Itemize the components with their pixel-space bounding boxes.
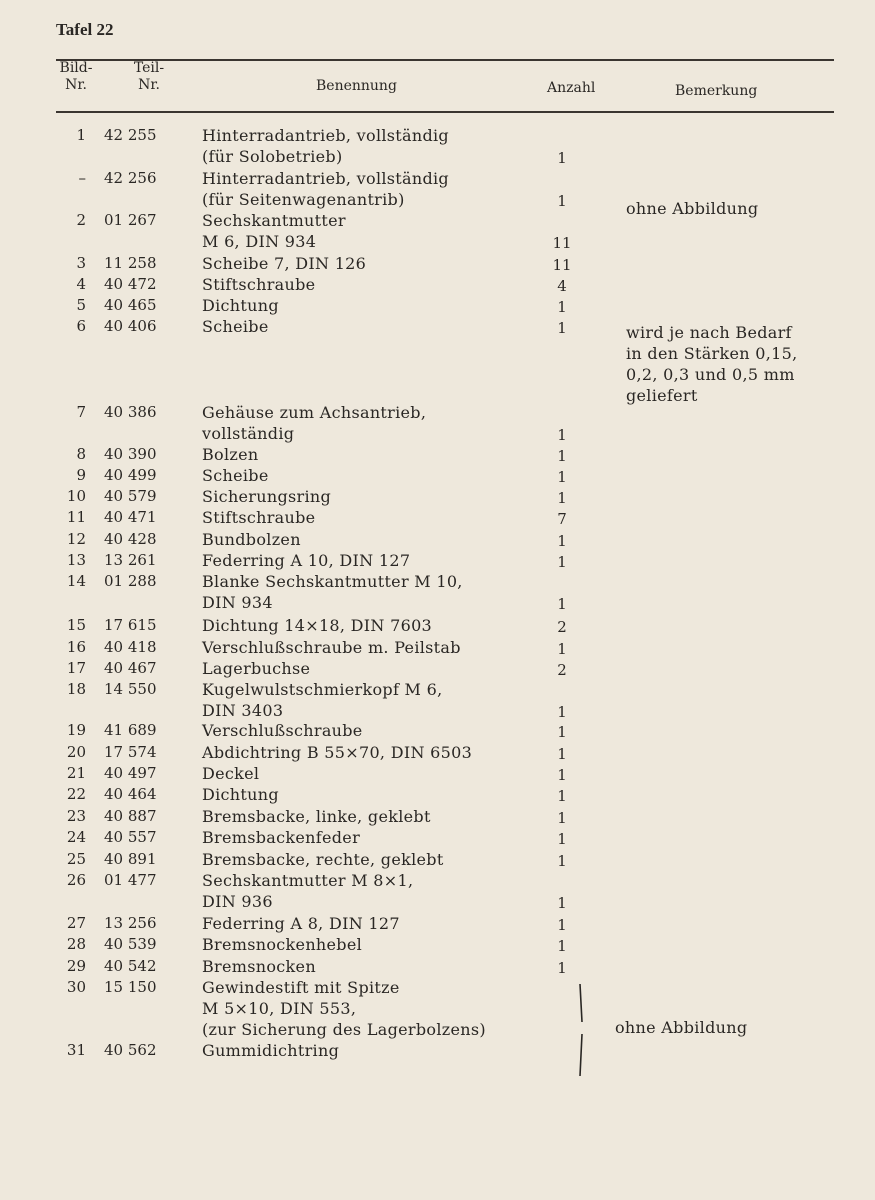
teil-nr-cell: 40 472 [104, 275, 157, 293]
bild-nr-cell: 7 [76, 403, 86, 421]
teil-nr-cell: 40 464 [104, 785, 157, 803]
anzahl-cell: 11 [552, 256, 572, 274]
bild-nr-cell: 9 [76, 466, 86, 484]
benennung-cell [202, 550, 532, 571]
benennung-line: Bundbolzen [202, 530, 301, 549]
teil-nr-cell: 40 418 [104, 638, 157, 656]
bild-nr-cell: 11 [66, 508, 86, 526]
benennung-cell [202, 316, 532, 337]
benennung-line: Scheibe [202, 466, 269, 485]
teil-nr-cell: 40 406 [104, 317, 157, 335]
header-benennung: Benennung [316, 78, 397, 94]
teil-nr-cell: 13 256 [104, 914, 157, 932]
benennung-cell [202, 274, 532, 295]
benennung-line: Bremsnockenhebel [202, 935, 363, 954]
bild-nr-cell: 3 [76, 254, 86, 272]
anzahl-cell: 1 [557, 959, 567, 977]
bild-nr-cell: 4 [76, 275, 86, 293]
bild-nr-cell: 24 [66, 828, 86, 846]
benennung-line: Bremsbackenfeder [202, 828, 361, 847]
teil-nr-cell: 40 539 [104, 935, 157, 953]
teil-nr-cell: 40 579 [104, 487, 157, 505]
benennung-line: Bolzen [202, 445, 259, 464]
anzahl-cell: 1 [557, 894, 567, 912]
benennung-cell [202, 253, 532, 274]
benennung-cell [202, 827, 532, 848]
bemerkung-line: geliefert [626, 386, 698, 405]
anzahl-cell: 1 [557, 426, 567, 444]
bild-nr-cell: 2 [76, 211, 86, 229]
anzahl-cell: 1 [557, 745, 567, 763]
benennung-line: Hinterradantrieb, vollständig [202, 169, 449, 188]
anzahl-cell: 1 [557, 787, 567, 805]
benennung-line: Dichtung [202, 296, 279, 315]
benennung-line: (für Seitenwagenantrib) [202, 190, 405, 209]
bild-nr-cell: 22 [66, 785, 86, 803]
anzahl-cell: 4 [557, 277, 567, 295]
benennung-cell [202, 571, 532, 613]
teil-nr-cell: 40 471 [104, 508, 157, 526]
bild-nr-cell: 27 [66, 914, 86, 932]
bild-nr-cell: 20 [66, 743, 86, 761]
header-teil-line2: Nr. [138, 77, 160, 93]
benennung-cell [202, 615, 532, 636]
header-bild-nr [54, 60, 98, 94]
benennung-line: Sechskantmutter [202, 211, 346, 230]
teil-nr-cell: 11 258 [104, 254, 157, 272]
benennung-line: Sicherungsring [202, 487, 332, 506]
benennung-line: Lagerbuchse [202, 659, 311, 678]
anzahl-cell: 1 [557, 640, 567, 658]
bild-nr-cell: 19 [66, 721, 86, 739]
anzahl-cell: 2 [557, 661, 567, 679]
benennung-line: Dichtung 14×18, DIN 7603 [202, 616, 433, 635]
teil-nr-cell: 42 256 [104, 169, 157, 187]
teil-nr-cell: 13 261 [104, 551, 157, 569]
bemerkung-cell [626, 198, 836, 219]
bild-nr-cell: 21 [66, 764, 86, 782]
teil-nr-cell: 40 465 [104, 296, 157, 314]
bild-nr-cell: 23 [66, 807, 86, 825]
bild-nr-cell: – [78, 169, 86, 187]
bild-nr-cell: 25 [66, 850, 86, 868]
teil-nr-cell: 41 689 [104, 721, 157, 739]
bild-nr-cell: 13 [66, 551, 86, 569]
benennung-line: Sechskantmutter M 8×1, [202, 871, 414, 890]
benennung-cell [202, 210, 532, 252]
anzahl-cell: 1 [557, 916, 567, 934]
benennung-line: Bremsbacke, rechte, geklebt [202, 850, 444, 869]
benennung-line: DIN 934 [202, 593, 273, 612]
bemerkung-line: wird je nach Bedarf [626, 323, 792, 342]
teil-nr-cell: 17 574 [104, 743, 157, 761]
anzahl-cell: 1 [557, 532, 567, 550]
bild-nr-cell: 16 [66, 638, 86, 656]
benennung-line: Blanke Sechskantmutter M 10, [202, 572, 463, 591]
teil-nr-cell: 01 477 [104, 871, 157, 889]
header-teil-nr [122, 60, 176, 94]
teil-nr-cell: 40 467 [104, 659, 157, 677]
benennung-line: M 6, DIN 934 [202, 232, 317, 251]
anzahl-cell: 1 [557, 809, 567, 827]
bemerkung-line: ohne Abbildung [626, 199, 759, 218]
benennung-line: Gummidichtring [202, 1041, 340, 1060]
bild-nr-cell: 12 [66, 530, 86, 548]
bild-nr-cell: 26 [66, 871, 86, 889]
anzahl-cell: 1 [557, 192, 567, 210]
benennung-cell [202, 934, 532, 955]
benennung-cell [202, 849, 532, 870]
anzahl-cell: 1 [557, 703, 567, 721]
anzahl-cell: 1 [557, 595, 567, 613]
anzahl-cell: 1 [557, 489, 567, 507]
benennung-cell [202, 913, 532, 934]
benennung-cell [202, 444, 532, 465]
bild-nr-cell: 6 [76, 317, 86, 335]
teil-nr-cell: 40 557 [104, 828, 157, 846]
benennung-cell [202, 806, 532, 827]
group-brace [574, 982, 588, 1078]
bemerkung-cell [626, 322, 836, 406]
teil-nr-cell: 40 428 [104, 530, 157, 548]
benennung-line: Scheibe [202, 317, 269, 336]
benennung-line: Gehäuse zum Achsantrieb, [202, 403, 427, 422]
benennung-cell [202, 402, 532, 444]
teil-nr-cell: 40 562 [104, 1041, 157, 1059]
benennung-cell [202, 720, 532, 741]
benennung-line: Federring A 10, DIN 127 [202, 551, 411, 570]
benennung-cell [202, 168, 532, 210]
benennung-line: Scheibe 7, DIN 126 [202, 254, 367, 273]
bild-nr-cell: 14 [66, 572, 86, 590]
benennung-line: Federring A 8, DIN 127 [202, 914, 400, 933]
benennung-cell [202, 486, 532, 507]
anzahl-cell: 1 [557, 830, 567, 848]
bild-nr-cell: 5 [76, 296, 86, 314]
bild-nr-cell: 8 [76, 445, 86, 463]
benennung-line: (zur Sicherung des Lagerbolzens) [202, 1020, 486, 1039]
bild-nr-cell: 30 [66, 978, 86, 996]
benennung-line: Stiftschraube [202, 508, 316, 527]
anzahl-cell: 2 [557, 618, 567, 636]
benennung-line: Bremsnocken [202, 957, 316, 976]
benennung-line: Deckel [202, 764, 260, 783]
benennung-line: DIN 936 [202, 892, 273, 911]
anzahl-cell: 1 [557, 937, 567, 955]
anzahl-cell: 1 [557, 723, 567, 741]
teil-nr-cell: 15 150 [104, 978, 157, 996]
bild-nr-cell: 29 [66, 957, 86, 975]
benennung-line: Abdichtring B 55×70, DIN 6503 [202, 743, 473, 762]
benennung-line: Bremsbacke, linke, geklebt [202, 807, 431, 826]
benennung-cell [202, 465, 532, 486]
bild-nr-cell: 1 [76, 126, 86, 144]
teil-nr-cell: 40 390 [104, 445, 157, 463]
anzahl-cell: 1 [557, 319, 567, 337]
teil-nr-cell: 14 550 [104, 680, 157, 698]
bild-nr-cell: 31 [66, 1041, 86, 1059]
bild-nr-cell: 17 [66, 659, 86, 677]
benennung-line: vollständig [202, 424, 295, 443]
bild-nr-cell: 10 [66, 487, 86, 505]
teil-nr-cell: 40 499 [104, 466, 157, 484]
benennung-cell [202, 529, 532, 550]
benennung-line: Verschlußschraube [202, 721, 363, 740]
header-anzahl: Anzahl [547, 80, 596, 96]
bemerkung-line: in den Stärken 0,15, [626, 344, 798, 363]
benennung-line: Dichtung [202, 785, 279, 804]
benennung-line: Stiftschraube [202, 275, 316, 294]
header-teil-line1: Teil- [133, 60, 165, 76]
benennung-cell [202, 1040, 532, 1061]
anzahl-cell: 7 [557, 510, 567, 528]
anzahl-cell: 1 [557, 468, 567, 486]
anzahl-cell: 1 [557, 298, 567, 316]
anzahl-cell: 11 [552, 234, 572, 252]
benennung-line: Gewindestift mit Spitze [202, 978, 400, 997]
anzahl-cell: 1 [557, 553, 567, 571]
benennung-line: (für Solobetrieb) [202, 147, 343, 166]
bemerkung-line: 0,2, 0,3 und 0,5 mm [626, 365, 795, 384]
teil-nr-cell: 17 615 [104, 616, 157, 634]
anzahl-cell: 1 [557, 447, 567, 465]
benennung-cell [202, 507, 532, 528]
teil-nr-cell: 01 288 [104, 572, 157, 590]
teil-nr-cell: 40 386 [104, 403, 157, 421]
teil-nr-cell: 40 887 [104, 807, 157, 825]
benennung-cell [202, 125, 532, 167]
benennung-cell [202, 295, 532, 316]
benennung-cell [202, 679, 532, 721]
anzahl-cell: 1 [557, 766, 567, 784]
anzahl-cell: 1 [557, 852, 567, 870]
anzahl-cell: 1 [557, 149, 567, 167]
benennung-line: Verschlußschraube m. Peilstab [202, 638, 461, 657]
header-bild-line2: Nr. [65, 77, 87, 93]
benennung-cell [202, 956, 532, 977]
benennung-cell [202, 658, 532, 679]
teil-nr-cell: 42 255 [104, 126, 157, 144]
benennung-cell [202, 742, 532, 763]
benennung-cell [202, 637, 532, 658]
benennung-line: Hinterradantrieb, vollständig [202, 126, 449, 145]
benennung-cell [202, 977, 532, 1040]
benennung-cell [202, 784, 532, 805]
group-remark: ohne Abbildung [615, 1018, 748, 1037]
bild-nr-cell: 18 [66, 680, 86, 698]
benennung-line: DIN 3403 [202, 701, 284, 720]
teil-nr-cell: 40 497 [104, 764, 157, 782]
teil-nr-cell: 01 267 [104, 211, 157, 229]
page-title: Tafel 22 [56, 20, 114, 39]
benennung-cell [202, 763, 532, 784]
bild-nr-cell: 15 [66, 616, 86, 634]
bild-nr-cell: 28 [66, 935, 86, 953]
header-bild-line1: Bild- [59, 60, 93, 76]
benennung-line: M 5×10, DIN 553, [202, 999, 357, 1018]
header-bemerkung: Bemerkung [675, 83, 758, 99]
teil-nr-cell: 40 891 [104, 850, 157, 868]
benennung-line: Kugelwulstschmierkopf M 6, [202, 680, 443, 699]
header-bottom-rule [56, 111, 834, 113]
teil-nr-cell: 40 542 [104, 957, 157, 975]
benennung-cell [202, 870, 532, 912]
